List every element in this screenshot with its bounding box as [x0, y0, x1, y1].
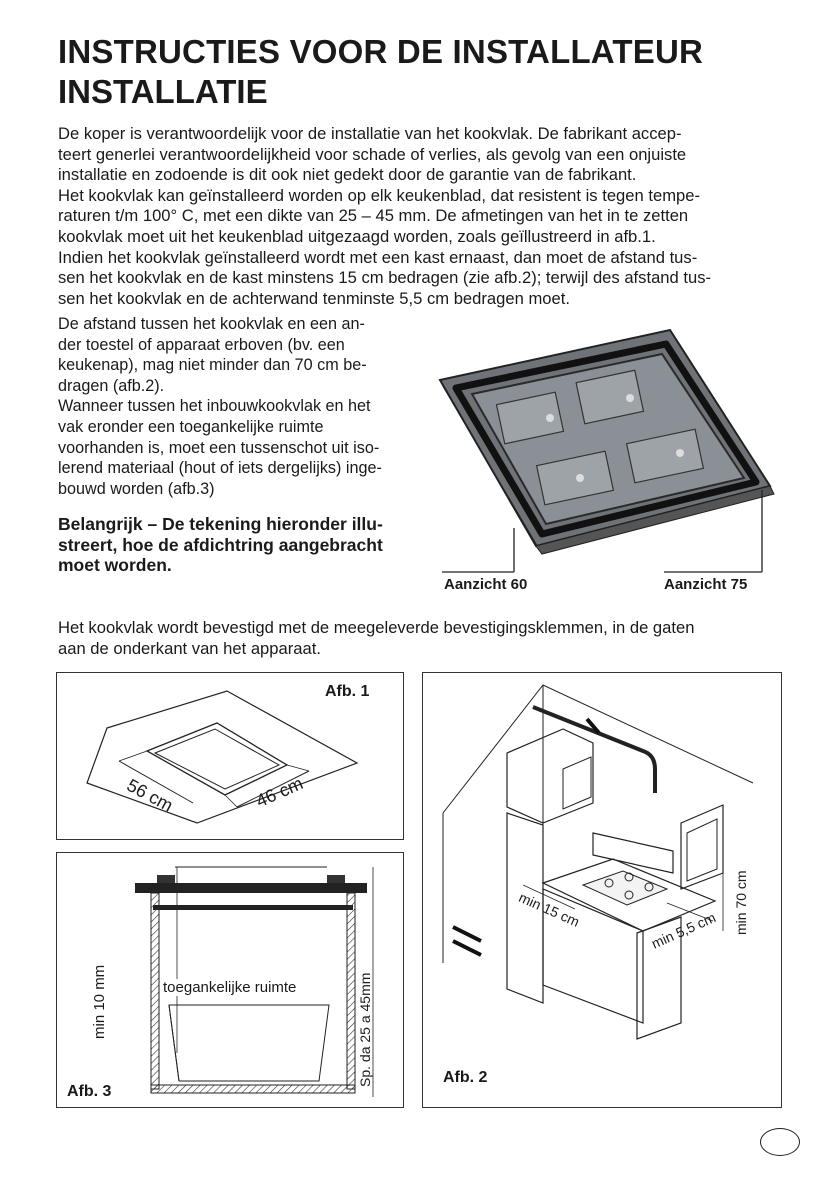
back-distance-label: min 5,5 cm	[649, 909, 719, 952]
distance-line: dragen (afb.2).	[58, 376, 165, 395]
figure-2-box	[422, 672, 782, 1108]
intro-line: sen het kookvlak en de kast minstens 15 cm bedragen (zie afb.2); terwijl des afstand tus-	[58, 268, 712, 288]
figure-2-caption: Afb. 2	[443, 1069, 488, 1086]
figure-1-caption: Afb. 1	[325, 683, 370, 700]
height-distance-label: min 70 cm	[733, 870, 749, 935]
extension-line	[119, 751, 147, 761]
worktop-section	[135, 883, 367, 893]
distance-line: der toestel of apparaat erboven (bv. een	[58, 335, 345, 354]
figure-3-box	[56, 852, 404, 1108]
distance-line: lerend materiaal (hout of iets dergelijks) inge-	[58, 459, 382, 478]
distance-paragraph	[58, 314, 382, 499]
worktop-outline	[87, 691, 357, 823]
intro-paragraph	[58, 124, 711, 309]
distance-line: voorhanden is, moet een tussenschot uit iso-	[58, 438, 380, 457]
side-distance-label: min 15 cm	[516, 889, 582, 930]
important-line: moet worden.	[58, 555, 172, 575]
extension-line	[287, 765, 309, 771]
burner-dot	[626, 394, 634, 402]
ventilation-arrow-icon	[453, 927, 481, 955]
hob-edge-section	[157, 875, 175, 883]
cabinet-door	[687, 819, 717, 881]
intro-line: raturen t/m 100° C, met een dikte van 25 – 45 mm. De afmetingen van het in te zetten	[58, 206, 689, 226]
distance-line: bouwd worden (afb.3)	[58, 479, 215, 498]
cutout-rect	[147, 723, 287, 795]
intro-line: De koper is verantwoordelijk voor de installatie van het kookvlak. De fabrikant accep-	[58, 124, 682, 143]
distance-line: Wanneer tussen het inbouwkookvlak en het	[58, 397, 371, 416]
cutout-inner	[155, 729, 279, 789]
fixing-paragraph	[58, 618, 694, 659]
dimension-width-label: 46 cm	[253, 773, 306, 812]
distance-line: keukenap), mag niet minder dan 70 cm be-	[58, 356, 367, 375]
page-title: INSTRUCTIES VOOR DE INSTALLATEUR	[58, 33, 704, 70]
figure-3-caption: Afb. 3	[67, 1083, 112, 1100]
accessible-space-label: toegankelijke ruimte	[163, 979, 297, 996]
fixing-line: Het kookvlak wordt bevestigd met de meegeleverde bevestigingsklemmen, in de gaten	[58, 618, 695, 637]
distance-line: De afstand tussen het kookvlak en een an-	[58, 315, 365, 333]
cabinet-wall	[151, 893, 159, 1089]
page-subtitle: INSTALLATIE	[58, 73, 268, 110]
intro-line: kookvlak moet uit het keukenblad uitgezaagd worden, zoals geïllustreerd in afb.1.	[58, 226, 656, 246]
partition-panel	[153, 905, 353, 910]
kitchen-drawing	[423, 673, 781, 1107]
seal-label-60: Aanzicht 60	[444, 576, 528, 593]
important-note	[58, 514, 383, 576]
wall-outline	[443, 685, 753, 813]
worktop-thickness-label: Sp. da 25 a 45mm	[357, 972, 373, 1087]
burner-dot	[546, 414, 554, 422]
burner-dot	[576, 474, 584, 482]
seal-label-75: Aanzicht 75	[664, 576, 748, 593]
upper-cabinet	[507, 729, 593, 823]
cabinet-drawer	[169, 1005, 329, 1081]
dimension-depth-label: 56 cm	[123, 775, 177, 816]
figure-1-box	[56, 672, 404, 840]
burner-dot	[676, 449, 684, 457]
intro-line: Indien het kookvlak geïnstalleerd wordt met een kast ernaast, dan moet de afstand tus-	[58, 247, 698, 267]
intro-line: Het kookvlak kan geïnstalleerd worden op elk keukenblad, dat resistent is tegen tempe-	[58, 185, 700, 205]
important-line: Belangrijk – De tekening hieronder illu-	[58, 514, 383, 534]
distance-line: vak eronder een toegankelijke ruimte	[58, 417, 324, 436]
drawer-edge	[169, 1005, 179, 1081]
cabinet-floor	[151, 1085, 355, 1093]
intro-line: teert generlei verantwoordelijkheid voor schade of verlies, als gevolg van een onjuiste	[58, 144, 687, 164]
hob-edge-section	[327, 875, 345, 883]
fixing-line: aan de onderkant van het apparaat.	[58, 638, 321, 658]
cabinet-wall	[347, 893, 355, 1089]
important-line: streert, hoe de afdichtring aangebracht	[58, 534, 383, 555]
intro-line: sen het kookvlak en de achterwand tenminste 5,5 cm bedragen moet.	[58, 288, 570, 308]
hob-seal-illustration	[430, 318, 782, 596]
intro-line: installatie en zodoende is dit ook niet gedekt door de garantie van de fabrikant.	[58, 165, 637, 185]
language-badge	[760, 1128, 800, 1156]
min-gap-label: min 10 mm	[91, 964, 108, 1039]
exhaust-pipe	[533, 707, 655, 793]
extension-line	[225, 795, 237, 807]
cabinet-door	[563, 757, 591, 809]
